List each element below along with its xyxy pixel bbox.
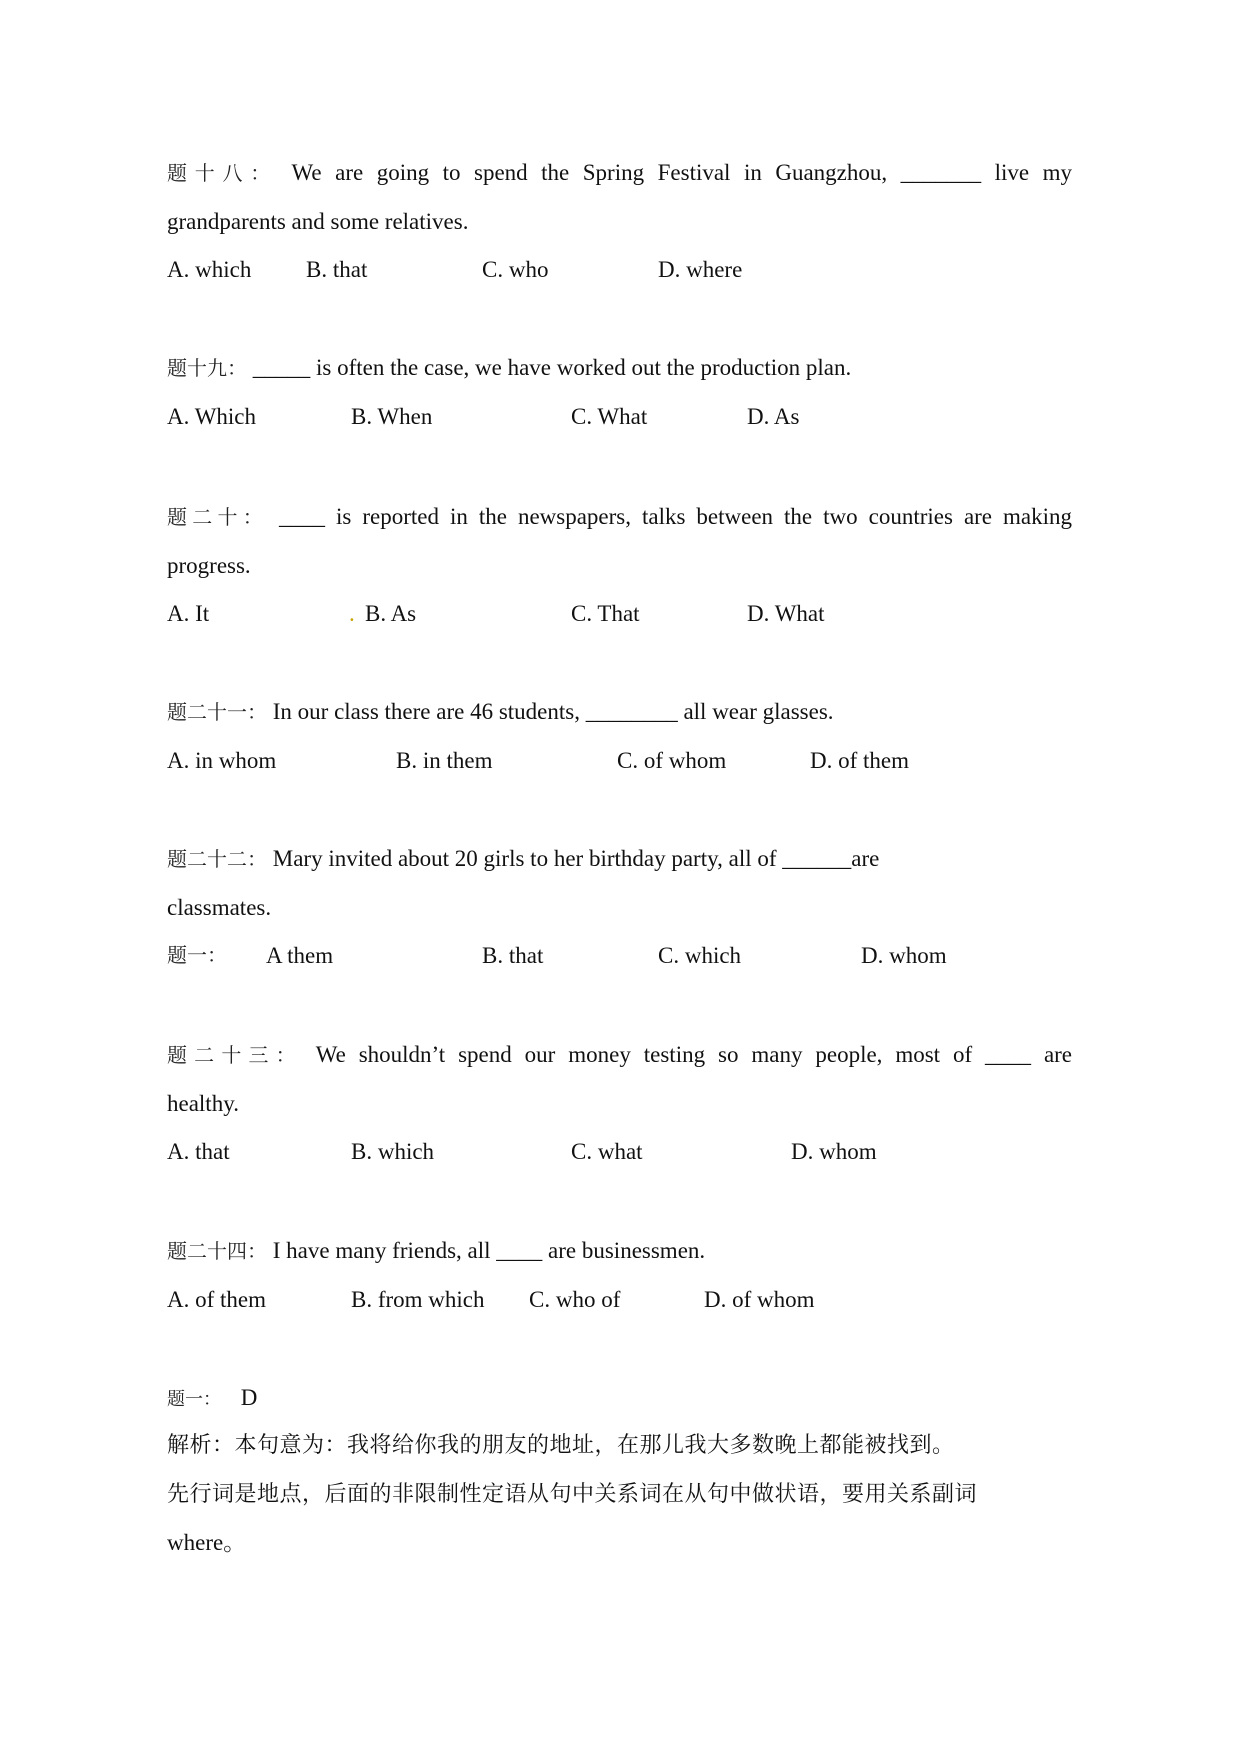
q21-text-line1: In our class there are 46 students, ________ all wear glasses. xyxy=(272,699,834,724)
q22-option-a: A them xyxy=(266,943,334,968)
q18-option-d: D. where xyxy=(658,257,743,282)
q20-option-c: C. That xyxy=(571,601,640,626)
q19-option-d: D. As xyxy=(747,404,800,429)
q24-option-c: C. who of xyxy=(529,1287,621,1312)
q18-label: 题十八： xyxy=(167,163,279,185)
q22-text-line2: classmates. xyxy=(167,895,272,920)
q19-text-line1: _____ is often the case, we have worked out the production plan. xyxy=(252,355,852,380)
q23-line1 xyxy=(167,1040,1072,1071)
q19-label: 题十九： xyxy=(167,358,247,380)
q23-option-b: B. which xyxy=(351,1139,435,1164)
q22-text-line1: Mary invited about 20 girls to her birthday party, all of ______are xyxy=(272,846,880,871)
q21-option-a: A. in whom xyxy=(167,748,277,773)
q20-option-a: A. It xyxy=(167,601,210,626)
explanation-line3: where。 xyxy=(167,1530,247,1555)
q20-option-d: D. What xyxy=(747,601,825,626)
q21-label: 题二十一： xyxy=(167,702,267,724)
answer-line xyxy=(167,1383,1072,1414)
q20-text-line2: progress. xyxy=(167,553,251,578)
q23-label: 题二十三： xyxy=(167,1045,303,1067)
explanation-line1: 解析：本句意为：我将给你我的朋友的地址，在那儿我大多数晚上都能被找到。 xyxy=(167,1433,955,1458)
q24-option-d: D. of whom xyxy=(704,1287,815,1312)
q20-stray-dot: . xyxy=(349,601,355,626)
q23-option-c: C. what xyxy=(571,1139,643,1164)
answer-label: 题一： xyxy=(167,1389,221,1409)
q24-line1 xyxy=(167,1236,1072,1267)
q24-option-b: B. from which xyxy=(351,1287,485,1312)
q23-option-d: D. whom xyxy=(791,1139,877,1164)
q23-text-line1: We shouldn’t spend our money testing so many people, most of ____ are xyxy=(315,1042,1073,1067)
q20-option-b: B. As xyxy=(365,601,417,626)
q18-text-line2: grandparents and some relatives. xyxy=(167,209,469,234)
q18-option-a: A. which xyxy=(167,257,252,282)
q18-option-c: C. who xyxy=(482,257,549,282)
q20-line1 xyxy=(167,502,1072,533)
q22-line1 xyxy=(167,844,1072,875)
q24-text-line1: I have many friends, all ____ are businessmen. xyxy=(272,1238,706,1263)
q23-text-line2: healthy. xyxy=(167,1091,239,1116)
q22-option-b: B. that xyxy=(482,943,544,968)
explanation-line2: 先行词是地点，后面的非限制性定语从句中关系词在从句中做状语，要用关系副词 xyxy=(167,1482,978,1507)
q22-option-d: D. whom xyxy=(861,943,947,968)
q19-line1 xyxy=(167,353,1072,384)
q21-line1 xyxy=(167,697,1072,728)
q18-line1 xyxy=(167,158,1072,189)
q24-option-a: A. of them xyxy=(167,1287,267,1312)
q21-option-c: C. of whom xyxy=(617,748,727,773)
q22-label: 题二十二： xyxy=(167,849,267,871)
q18-text-line1: We are going to spend the Spring Festival in Guangzhou, _______ live my xyxy=(291,160,1073,185)
q21-option-d: D. of them xyxy=(810,748,910,773)
q18-option-b: B. that xyxy=(306,257,368,282)
q22-option-label: 题一： xyxy=(167,945,227,967)
q24-label: 题二十四： xyxy=(167,1241,267,1263)
q19-option-b: B. When xyxy=(351,404,433,429)
q21-option-b: B. in them xyxy=(396,748,493,773)
q20-label: 题二十： xyxy=(167,507,268,529)
q20-text-line1: ____ is reported in the newspapers, talks between the two countries are making xyxy=(279,504,1073,529)
q19-option-c: C. What xyxy=(571,404,648,429)
answer-value: D xyxy=(240,1385,258,1410)
q19-option-a: A. Which xyxy=(167,404,257,429)
q22-option-c: C. which xyxy=(658,943,742,968)
q23-option-a: A. that xyxy=(167,1139,230,1164)
